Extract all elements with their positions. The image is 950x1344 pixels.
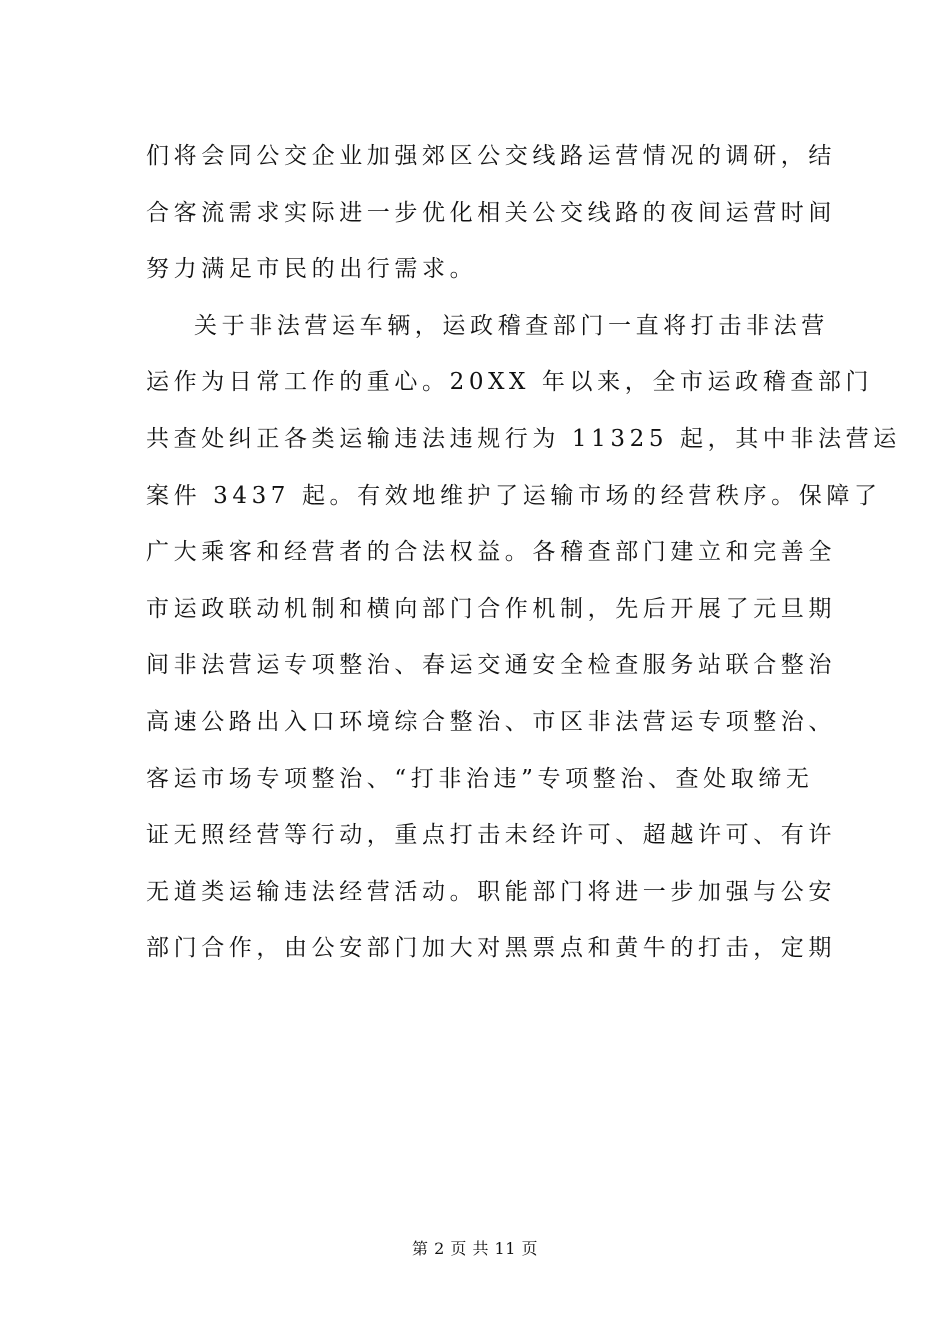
text-line-3: 努力满足市民的出行需求。 [146, 256, 478, 283]
text-line-4: 关于非法营运车辆，运政稽查部门一直将打击非法营 [194, 312, 829, 339]
text-line-11: 高速公路出入口环境综合整治、市区非法营运专项整治、 [146, 708, 836, 735]
text-line-12: 客运市场专项整治、“打非治违”专项整治、查处取缔无 [146, 765, 814, 792]
text-line-2: 合客流需求实际进一步优化相关公交线路的夜间运营时间 [146, 199, 836, 226]
text-line-10: 间非法营运专项整治、春运交通安全检查服务站联合整治 [146, 652, 836, 679]
text-line-15: 部门合作，由公安部门加大对黑票点和黄牛的打击，定期 [146, 935, 836, 962]
text-line-6: 共查处纠正各类运输违法违规行为 11325 起，其中非法营运 [146, 425, 901, 452]
text-line-7: 案件 3437 起。有效地维护了运输市场的经营秩序。保障了 [146, 482, 882, 509]
body-text [146, 128, 901, 977]
text-line-14: 无道类运输违法经营活动。职能部门将进一步加强与公安 [146, 878, 836, 905]
text-line-8: 广大乘客和经营者的合法权益。各稽查部门建立和完善全 [146, 539, 836, 566]
text-line-9: 市运政联动机制和横向部门合作机制，先后开展了元旦期 [146, 595, 836, 622]
text-line-13: 证无照经营等行动，重点打击未经许可、超越许可、有许 [146, 822, 836, 849]
text-line-5: 运作为日常工作的重心。20XX 年以来，全市运政稽查部门 [146, 369, 874, 396]
text-line-1: 们将会同公交企业加强郊区公交线路运营情况的调研，结 [146, 143, 836, 169]
page-footer: 第 2 页 共 11 页 [412, 1239, 538, 1258]
